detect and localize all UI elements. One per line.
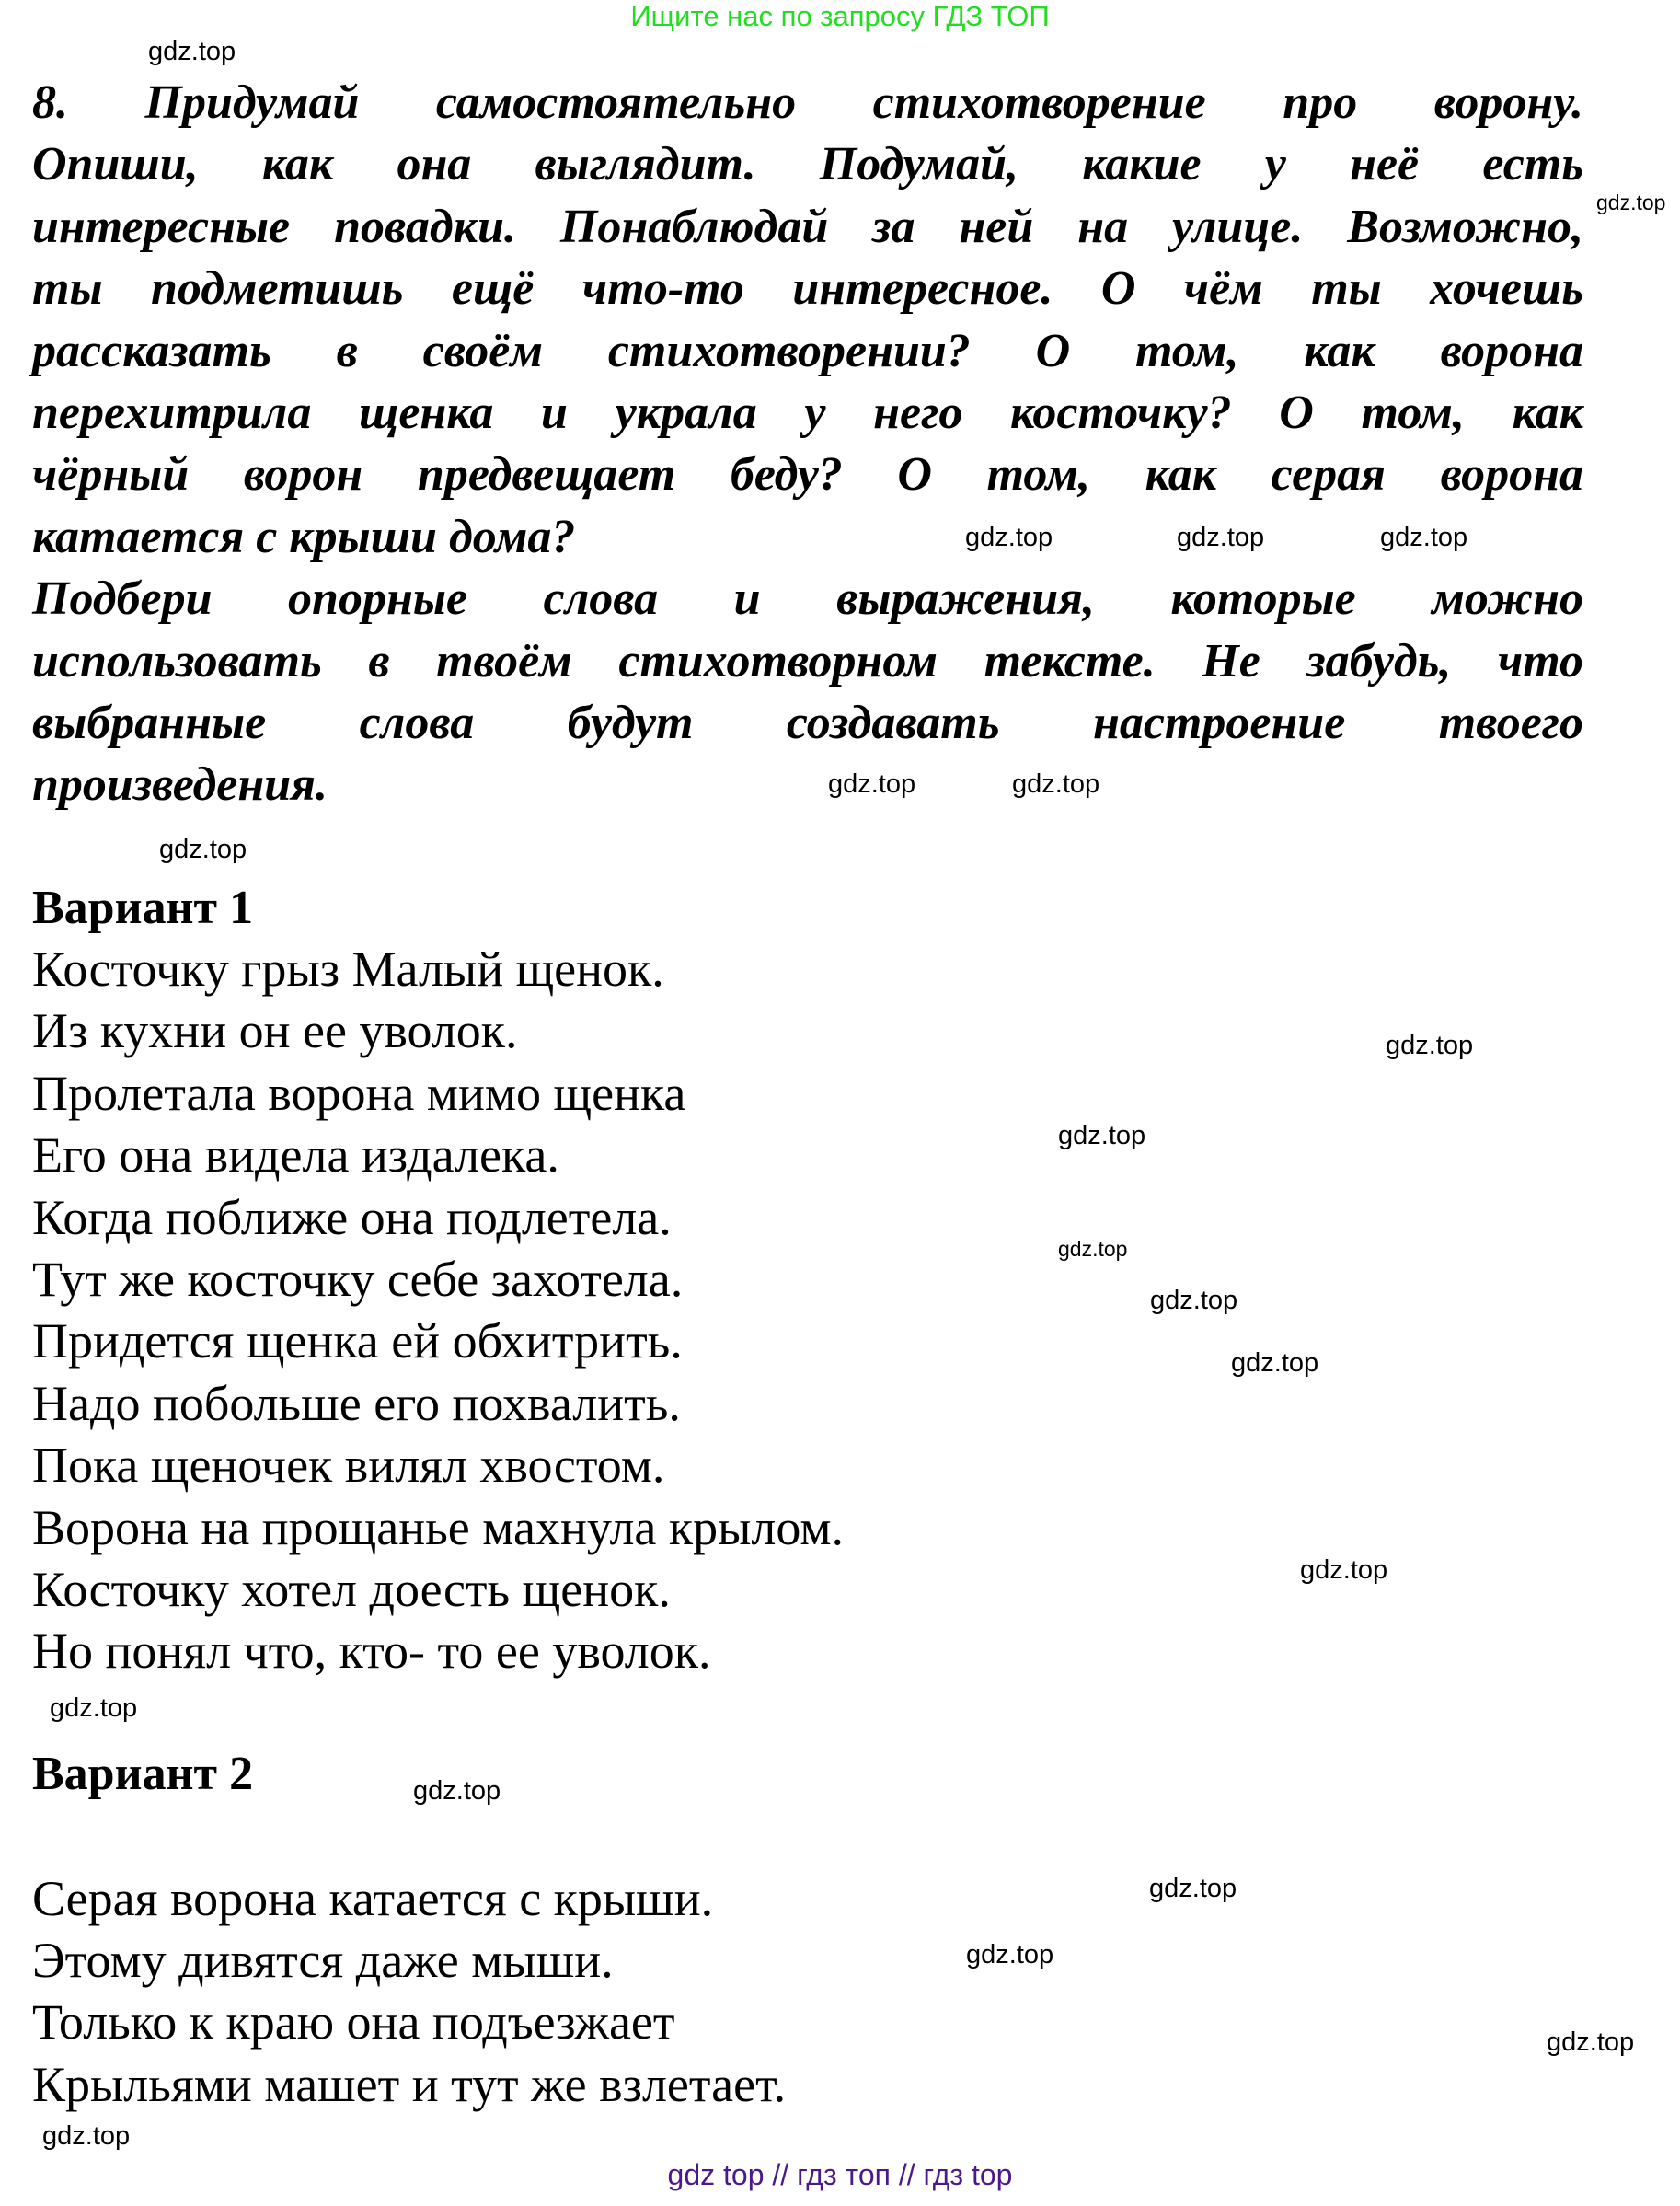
- poem-line: Серая ворона катается с крыши.: [32, 1871, 714, 1926]
- poem-line: Косточку грыз Малый щенок.: [32, 941, 664, 997]
- poem-line: Пока щеночек вилял хвостом.: [32, 1438, 665, 1494]
- variant-2-title: Вариант 2: [32, 1748, 254, 1800]
- watermark: gdz.top: [1149, 1874, 1237, 1903]
- poem-line: Надо побольше его похвалить.: [32, 1375, 681, 1431]
- poem-line: Но понял что, кто- то ее уволок.: [32, 1623, 711, 1680]
- task-line: Опиши, как она выглядит. Подумай, какие у неё есть: [32, 138, 1583, 191]
- poem-line: Тут же косточку себе захотела.: [32, 1252, 684, 1307]
- task-line: перехитрила щенка и украла у него косточку? О том, как: [32, 387, 1583, 439]
- watermark: gdz.top: [1058, 1237, 1128, 1261]
- task-line: выбранные слова будут создавать настроение твоего: [32, 697, 1583, 749]
- task-line: использовать в твоём стихотворном тексте. Не забудь, что: [32, 634, 1583, 687]
- task-line: 8. Придумай самостоятельно стихотворение про ворону.: [32, 76, 1583, 129]
- poem-line: Ворона на прощанье махнула крылом.: [32, 1499, 845, 1555]
- task-line: интересные повадки. Понаблюдай за ней на улице. Возможно,: [32, 200, 1583, 253]
- watermark: gdz.top: [1596, 191, 1666, 214]
- watermark: gdz.top: [966, 1940, 1054, 1969]
- watermark: gdz.top: [413, 1776, 501, 1806]
- task-line: катается с крыши дома?: [32, 510, 576, 563]
- poem-line: Придется щенка ей обхитрить.: [32, 1313, 683, 1369]
- task-line: чёрный ворон предвещает беду? О том, как серая ворона: [32, 448, 1583, 502]
- watermark: gdz.top: [50, 1693, 138, 1723]
- watermark: gdz.top: [965, 523, 1053, 552]
- variant-1-title: Вариант 1: [32, 882, 254, 934]
- watermark: gdz.top: [1547, 2027, 1635, 2057]
- poem-line: Из кухни он ее уволок.: [32, 1003, 518, 1059]
- poem-line: Только к краю она подъезжает: [32, 1994, 675, 2050]
- watermark: gdz.top: [1177, 523, 1265, 552]
- task-line: рассказать в своём стихотворении? О том, как ворона: [32, 324, 1583, 377]
- search-hint-banner: Ищите нас по запросу ГДЗ ТОП: [630, 0, 1050, 32]
- task-line: произведения.: [32, 758, 328, 812]
- watermark: gdz.top: [828, 769, 916, 799]
- watermark: gdz.top: [159, 835, 247, 864]
- poem-line: Косточку хотел доесть щенок.: [32, 1562, 671, 1617]
- watermark: gdz.top: [1386, 1031, 1474, 1060]
- watermark: gdz.top: [1150, 1286, 1238, 1315]
- watermark: gdz.top: [42, 2121, 131, 2151]
- footer-links[interactable]: gdz top // гдз топ // гдз top: [667, 2158, 1013, 2191]
- poem-line: Этому дивятся даже мыши.: [32, 1933, 614, 1989]
- poem-line: Крыльями машет и тут же взлетает.: [32, 2056, 787, 2112]
- watermark: gdz.top: [1231, 1348, 1319, 1378]
- watermark: gdz.top: [1058, 1121, 1146, 1150]
- watermark: gdz.top: [148, 37, 236, 66]
- task-line: ты подметишь ещё что-то интересное. О чём ты хочешь: [32, 262, 1583, 316]
- poem-line: Когда поближе она подлетела.: [32, 1189, 672, 1245]
- poem-line: Пролетала ворона мимо щенка: [32, 1065, 686, 1121]
- poem-line: Его она видела издалека.: [32, 1127, 559, 1184]
- watermark: gdz.top: [1300, 1555, 1388, 1585]
- watermark: gdz.top: [1380, 523, 1468, 552]
- task-line: Подбери опорные слова и выражения, которые можно: [32, 572, 1583, 626]
- watermark: gdz.top: [1012, 769, 1100, 799]
